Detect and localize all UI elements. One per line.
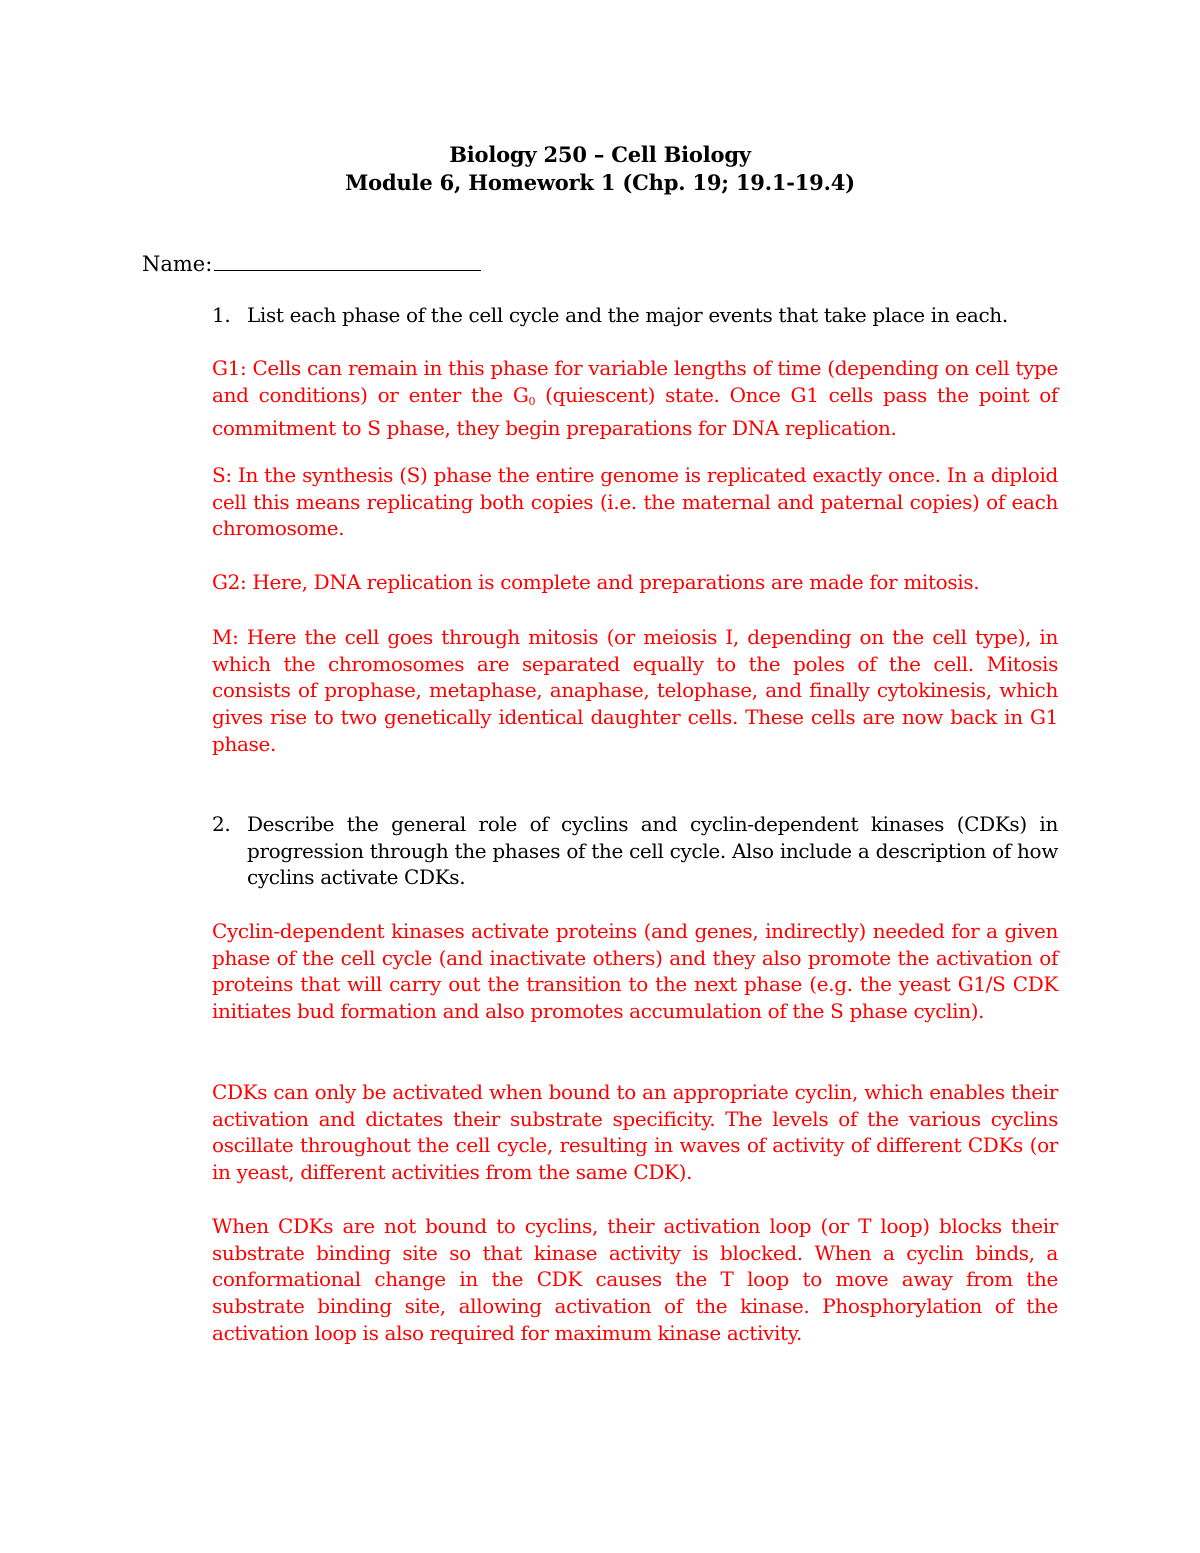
answer-1-g2: G2: Here, DNA replication is complete and preparations are made for mitosis. [212, 570, 980, 594]
name-label: Name: [142, 252, 213, 276]
question-1-number: 1. [212, 303, 231, 327]
question-2 [212, 811, 1058, 891]
assignment-title: Module 6, Homework 1 (Chp. 19; 19.1-19.4) [345, 170, 855, 195]
question-2-number: 2. [212, 812, 231, 836]
answer-2-paragraph-3: When CDKs are not bound to cyclins, their activation loop (or T loop) blocks their substrate binding site so that kinase activity is blocked. When a cyclin binds, a conformational change in the CDK causes the T loop to move away from the substrate binding site, allowing activation of the kinase. Phosphorylation of the activation loop is also required for maximum kinase activity. [212, 1214, 1058, 1345]
answer-2-paragraph-2: CDKs can only be activated when bound to an appropriate cyclin, which enables their activation and dictates their substrate specificity. The levels of the various cyclins oscillate throughout the cell cycle, resulting in waves of activity of different CDKs (or in yeast, different activities from the same CDK). [212, 1080, 1058, 1185]
answer-1-g1-end: (quiescent) state. Once G1 cells pass the point of commitment to S phase, they begin preparations for DNA replication. [212, 382, 1058, 441]
name-row [142, 248, 481, 278]
question-2-text: Describe the general role of cyclins and cyclin-dependent kinases (CDKs) in progression through the phases of the cell cycle. Also include a description of how cyclins activate CDKs. [247, 812, 1058, 890]
question-1-text: List each phase of the cell cycle and the major events that take place in each. [247, 303, 1008, 327]
answer-1-s: S: In the synthesis (S) phase the entire genome is replicated exactly once. In a diploid cell this means replicating both copies (i.e. the maternal and paternal copies) of each chromosome. [212, 463, 1058, 541]
answer-1-g1-subscript: 0 [528, 394, 536, 408]
name-blank-line[interactable] [214, 248, 481, 271]
answer-2-paragraph-1: Cyclin-dependent kinases activate proteins (and genes, indirectly) needed for a given phase of the cell cycle (and inactivate others) and they also promote the activation of proteins that will carry out the transition to the next phase (e.g. the yeast G1/S CDK initiates bud formation and also promotes accumulation of the S phase cyclin). [212, 919, 1058, 1024]
answer-1-m: M: Here the cell goes through mitosis (or meiosis I, depending on the cell type), in which the chromosomes are separated equally to the poles of the cell. Mitosis consists of prophase, metaphase, anaphase, telophase, and finally cytokinesis, which gives rise to two genetically identical daughter cells. These cells are now back in G1 phase. [212, 625, 1058, 756]
course-title: Biology 250 – Cell Biology [449, 142, 751, 167]
answer-1-g1-start: G1: Cells can remain in this phase for variable lengths of time (depending on cell type and conditions) or enter the G [212, 356, 1058, 407]
answer-1-g1 [212, 355, 1058, 442]
question-1 [212, 302, 1058, 329]
